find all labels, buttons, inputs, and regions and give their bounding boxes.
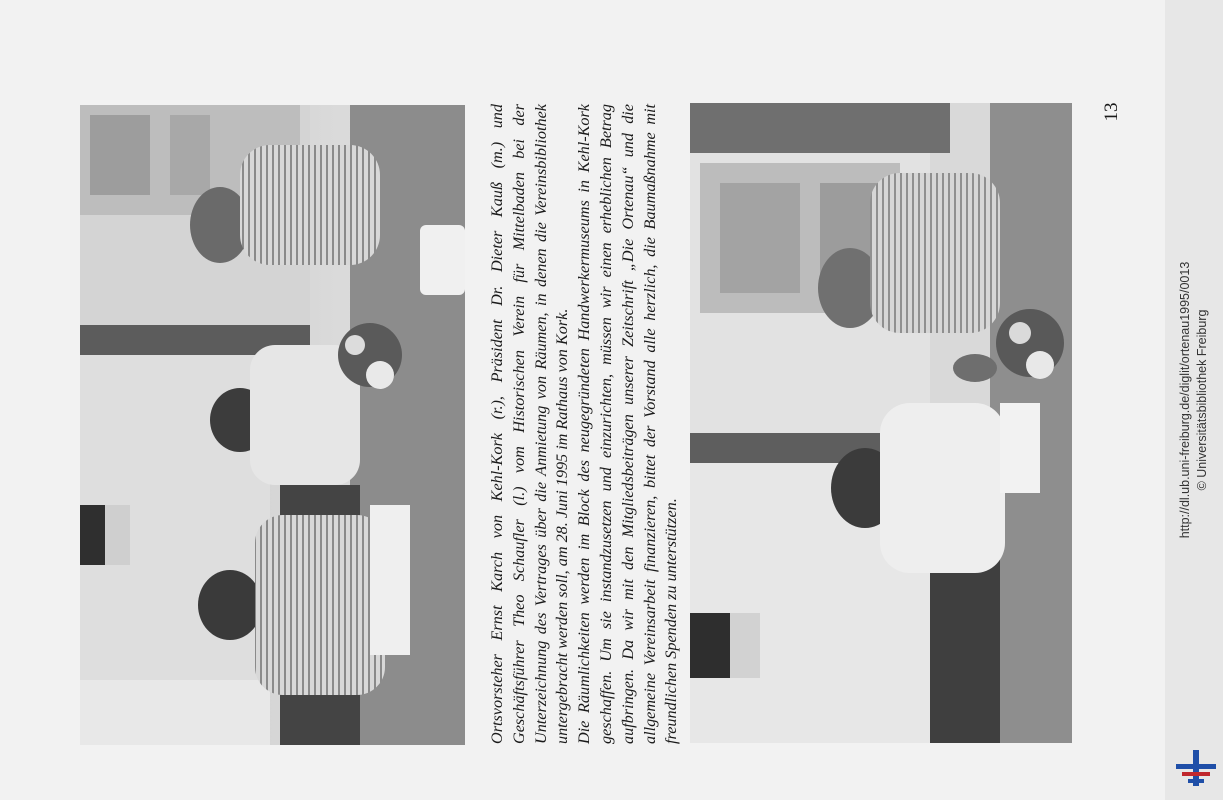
photo-caption (487, 104, 683, 744)
source-url: http://dl.ub.uni-freiburg.de/diglit/ortenau1995/0013 (1178, 261, 1192, 539)
photo-contract-signing-image (80, 105, 465, 745)
photo-handshake-image (690, 103, 1072, 743)
photo-handshake (690, 103, 1072, 743)
university-library-logo-icon (1176, 748, 1216, 788)
library-sidebar-text (1177, 262, 1211, 539)
caption-paragraph-1: Ortsvorsteher Ernst Karch von Kehl-Kork (r.), Präsident Dr. Dieter Kauß (m.) und Geschäftsführer Theo Schaufler (l.) vom Historischen Verein für Mittelbaden bei der Unterzeichnung des Vertrages über die Anmietung von Räumen, in denen die Vereinsbibliothek untergebracht werden soll, am 28. Juni 1995 im Rathaus von Kork. (487, 104, 572, 744)
copyright-notice: © Universitätsbibliothek Freiburg (1195, 309, 1209, 491)
page-number: 13 (1101, 102, 1122, 122)
photo-contract-signing (80, 105, 465, 745)
caption-paragraph-2: Die Räumlichkeiten werden im Block des neugegründeten Handwerkermuseums in Kehl-Kork geschaffen. Um sie instandzusetzen und einzurichten, müssen wir einen erheblichen Betrag aufbringen. Da wir mit den Mitgliedsbeiträgen unserer Zeitschrift „Die Ortenau“ und die allgemeine Vereinsarbeit finanzieren, bittet der Vorstand alle herzlich, die Baumaßnahme mit freundlichen Spenden zu unterstützen. (575, 104, 681, 744)
